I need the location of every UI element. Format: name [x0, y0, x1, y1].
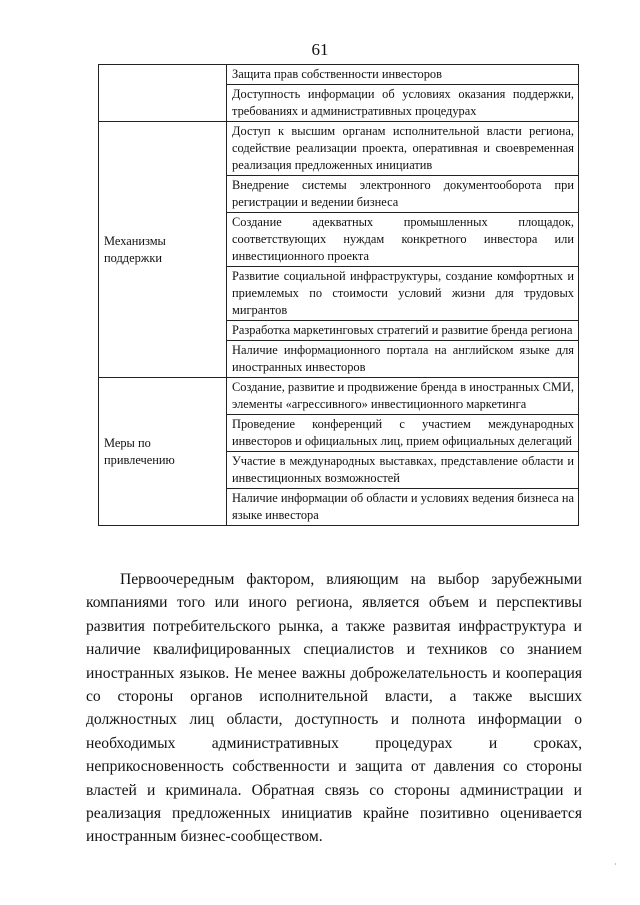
group-label-support — [99, 122, 227, 378]
table-row — [99, 378, 579, 415]
group-cell-empty — [99, 65, 227, 122]
table-cell: Защита прав собственности инвесторов — [227, 65, 579, 85]
group-label-line: привлечению — [104, 452, 175, 467]
measures-table — [98, 64, 579, 526]
table-cell: Доступ к высшим органам исполнительной власти региона, содействие реализации проекта, оперативная и своевременная реализация предложенных инициатив — [227, 122, 579, 176]
table-cell: Внедрение системы электронного документооборота при регистрации и ведении бизнеса — [227, 176, 579, 213]
table-cell: Наличие информации об области и условиях ведения бизнеса на языке инвестора — [227, 489, 579, 526]
table-cell: Разработка маркетинговых стратегий и развитие бренда региона — [227, 321, 579, 341]
table-cell: Доступность информации об условиях оказания поддержки, требованиях и административных процедурах — [227, 85, 579, 122]
table-cell: Развитие социальной инфраструктуры, создание комфортных и приемлемых по стоимости условий жизни для трудовых мигрантов — [227, 267, 579, 321]
group-label-line: поддержки — [104, 250, 162, 265]
table-row — [99, 65, 579, 85]
body-paragraph: Первоочередным фактором, влияющим на выбор зарубежными компаниями того или иного региона, является объем и перспективы развития потребительского рынка, а также развитая инфраструктура и наличие квалифицированных специалистов и техников со знанием иностранных языков. Не менее важны доброжелательность и кооперация со стороны органов исполнительной власти, а также высших должностных лиц области, доступность и полнота информации о необходимых административных процедурах и сроках, неприкосновенность собственности и защита от давления со стороны властей и криминала. Обратная связь со стороны администрации и реализация предложенных инициатив крайне позитивно оценивается иностранным бизнес-сообществом. — [86, 571, 582, 846]
table-cell: Проведение конференций с участием международных инвесторов и официальных лиц, прием официальных делегаций — [227, 415, 579, 452]
table-cell: Создание адекватных промышленных площадок, соответствующих нуждам конкретного инвестора или инвестиционного проекта — [227, 213, 579, 267]
table-row — [99, 122, 579, 176]
group-label-line: Меры по — [104, 435, 151, 450]
table-cell: Наличие информационного портала на английском языке для иностранных инвесторов — [227, 341, 579, 378]
table-cell: Создание, развитие и продвижение бренда в иностранных СМИ, элементы «агрессивного» инвестиционного маркетинга — [227, 378, 579, 415]
table-cell: Участие в международных выставках, представление области и инвестиционных возможностей — [227, 452, 579, 489]
group-label-line: Механизмы — [104, 233, 166, 248]
page-number: 61 — [311, 40, 329, 59]
scan-mark: · — [614, 860, 617, 869]
group-label-attraction — [99, 378, 227, 526]
